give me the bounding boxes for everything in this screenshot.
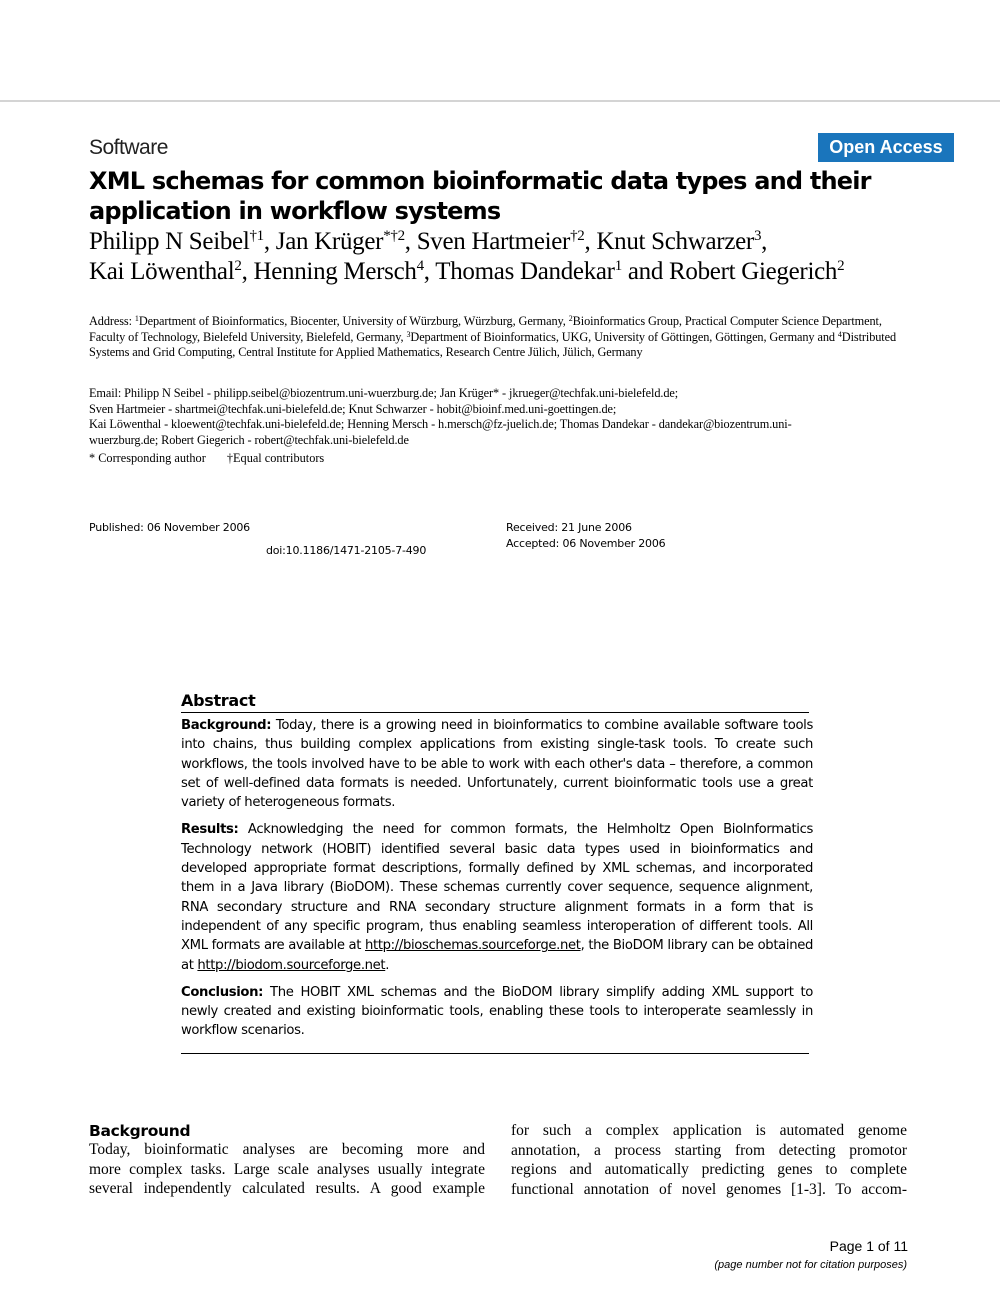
body-line: functional annotation of novel genomes [1-3]. To accom- <box>511 1180 907 1198</box>
author-affiliations: Address: $^1$Department of Bioinformatics, Biocenter, University of Würzburg, Würzburg, Germany, $^2$Bioinformatics Group, Practical Computer Science Department, Faculty of Technology, Bielefeld University, Bielefeld, Germany, $^3$Department of Bioinformatics, UKG, University of Göttingen, Göttingen, Germany and $^4$Distributed Systems and Grid Computing, Central Institute for Applied Mathematics, Research Centre Jülich, Jülich, Germany <box>89 314 897 359</box>
received-date: Received: 21 June 2006 <box>506 521 632 534</box>
body-column-left <box>89 1140 485 1199</box>
published-date: Published: 06 November 2006 <box>89 521 250 534</box>
abstract-box <box>181 690 813 1054</box>
author: Robert Giegerich$^2$ <box>669 258 845 285</box>
corresponding-author-note: * Corresponding author <box>89 451 206 465</box>
equal-contributors-note: †Equal contributors <box>226 451 325 465</box>
abstract-background: Background: Today, there is a growing need in bioinformatics to combine available software tools into chains, thus building complex applications from existing single-task tools. To create such workflows, the tools involved have to be able to work with each other's data – therefore, a common set of well-defined data formats is needed. Unfortunately, current bioinformatic tools use a great variety of heterogeneous formats. <box>181 718 813 811</box>
body-line: Today, bioinformatic analyses are becoming more and <box>89 1141 485 1158</box>
article-title: XML schemas for common bioinformatic data types and their application in workflow systems <box>89 167 871 225</box>
author: Thomas Dandekar$^1$ and <box>435 258 670 285</box>
header-divider <box>0 100 1000 102</box>
article-category: Software <box>89 136 168 159</box>
author-list <box>89 227 969 287</box>
abstract-results: Results: Acknowledging the need for common formats, the Helmholtz Open BioInformatics Technology network (HOBIT) identified several basic data types used in bioinformatics and developed appropriate format descriptions, formally defined by XML schemas, and incorporated them in a Java library (BioDOM). These schemas currently cover sequence, sequence alignment, RNA secondary structure and RNA secondary structure alignment formats in a form that is independent of any specific program, thus enabling seamless interoperation of different tools. All XML formats are available at http://bioschemas.sourceforge.net, the BioDOM library can be obtained at http://biodom.sourceforge.net. <box>181 822 813 973</box>
email-line: Kai Löwenthal - kloewent@techfak.uni-bielefeld.de; Henning Mersch - h.mersch@fz-juelich.de; Thomas Dandekar - dandekar@biozentrum.uni- <box>89 417 792 431</box>
abstract-conclusion-label: Conclusion: <box>181 984 264 1000</box>
bioschemas-link[interactable]: http://bioschemas.sourceforge.net <box>365 938 581 954</box>
abstract-results-label: Results: <box>181 822 239 838</box>
email-line: Sven Hartmeier - shartmei@techfak.uni-bielefeld.de; Knut Schwarzer - hobit@bioinf.med.uni-goettingen.de; <box>89 401 617 416</box>
section-heading-background: Background <box>89 1122 191 1140</box>
body-column-right <box>511 1121 907 1199</box>
author-emails <box>89 386 919 448</box>
author: Henning Mersch$^4$, <box>253 258 436 285</box>
body-line: several independently calculated results. A good example <box>89 1180 485 1197</box>
author: Jan Krüger$^{*\dagger 2}$, <box>275 228 417 255</box>
author: Sven Hartmeier$^{\dagger 2}$, <box>416 228 597 255</box>
page-number-note: (page number not for citation purposes) <box>714 1259 907 1271</box>
author-footnotes <box>89 451 342 466</box>
abstract-conclusion: Conclusion: The HOBIT XML schemas and the BioDOM library simplify adding XML support to newly created and existing bioinformatic tools, enabling these tools to interoperate seamlessly in workflow scenarios. <box>181 984 813 1039</box>
email-line: Email: Philipp N Seibel - philipp.seibel@biozentrum.uni-wuerzburg.de; Jan Krüger* - jkrueger@techfak.uni-bielefeld.de; <box>89 386 679 400</box>
body-line: more complex tasks. Large scale analyses usually integrate <box>89 1160 485 1178</box>
abstract-top-rule <box>181 712 809 713</box>
accepted-date: Accepted: 06 November 2006 <box>506 537 666 550</box>
body-line: regions and automatically predicting genes to complete <box>511 1161 907 1178</box>
email-line: wuerzburg.de; Robert Giegerich - robert@techfak.uni-bielefeld.de <box>89 432 409 447</box>
body-line: annotation, a process starting from detecting promotor <box>511 1141 907 1159</box>
abstract-bottom-rule <box>181 1053 809 1054</box>
author: Kai Löwenthal$^2$, <box>89 258 254 285</box>
biodom-link[interactable]: http://biodom.sourceforge.net <box>197 957 386 973</box>
doi[interactable]: doi:10.1186/1471-2105-7-490 <box>266 544 427 557</box>
author: Knut Schwarzer$^3$, <box>596 228 768 255</box>
abstract-background-label: Background: <box>181 718 272 733</box>
open-access-badge: Open Access <box>818 133 954 162</box>
author: Philipp N Seibel$^{\dagger 1}$, <box>89 228 276 255</box>
body-line: for such a complex application is automated genome <box>511 1122 907 1139</box>
abstract-heading: Abstract <box>181 691 256 710</box>
page-number: Page 1 of 11 <box>829 1238 908 1254</box>
